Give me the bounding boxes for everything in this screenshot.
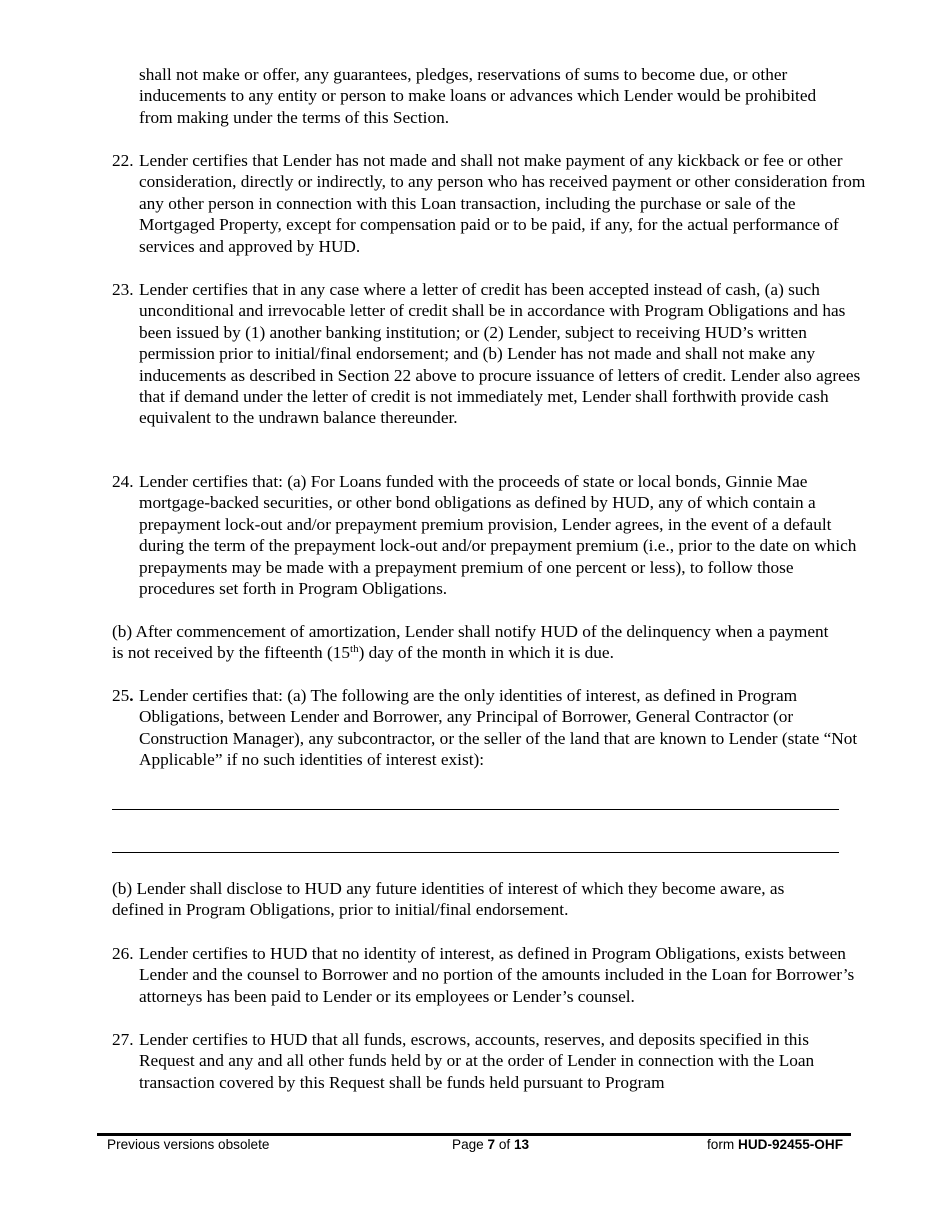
paragraph-23-text: Lender certifies that in any case where a letter of credit has been accepted instead of cash, (a) such unconditional and irrevocable letter of credit shall be in accordance with Program Obligations and has been issued by (1) another banking institution; or (2) Lender, subject to receiving HUD’s written permission prior to initial/final endorsement; and (b) Lender has not made and shall not make any inducements as described in Section 22 above to procure issuance of letters of credit. Lender also agrees that if demand under the letter of credit is not immediately met, Lender shall forthwith provide cash equivalent to the undrawn balance thereunder.	[139, 280, 861, 428]
paragraph-24-number: 24.	[112, 472, 134, 491]
paragraph-24b	[112, 621, 840, 664]
paragraph-22-text: Lender certifies that Lender has not made and shall not make payment of any kickback or fee or other consideration, directly or indirectly, to any person who has received payment or other consideration from any other person in connection with this Loan transaction, including the purchase or sale of the Mortgaged Property, except for compensation paid or to be paid, if any, for the actual performance of services and approved by HUD.	[139, 151, 866, 256]
footer-obsolete-note: Previous versions obsolete	[107, 1137, 270, 1152]
identity-of-interest-blank-line-2[interactable]	[112, 852, 839, 853]
paragraph-26-number: 26.	[112, 944, 134, 963]
paragraph-23	[112, 279, 867, 429]
paragraph-21-continuation: shall not make or offer, any guarantees, pledges, reservations of sums to become due, or other inducements to any entity or person to make loans or advances which Lender would be prohibited from making under the terms of this Section.	[139, 65, 817, 127]
paragraph-25	[112, 685, 867, 771]
paragraph-25b: (b) Lender shall disclose to HUD any future identities of interest of which they become aware, as defined in Program Obligations, prior to initial/final endorsement.	[112, 879, 785, 920]
paragraph-27-number: 27.	[112, 1030, 134, 1049]
footer-page-label: Page	[452, 1137, 484, 1152]
footer-form-id	[707, 1137, 843, 1153]
footer-total-pages: 13	[514, 1137, 530, 1152]
paragraph-25-text: Lender certifies that: (a) The following are the only identities of interest, as defined in Program Obligations, between Lender and Borrower, any Principal of Borrower, General Contractor (or Construction Manager), any subcontractor, or the seller of the land that are known to Lender (state “Not Applicable” if no such identities of interest exist):	[139, 686, 858, 770]
footer-form-label: form	[707, 1137, 735, 1152]
paragraph-25-number	[112, 685, 139, 706]
paragraph-26-text: Lender certifies to HUD that no identity of interest, as defined in Program Obligations, exists between Lender and the counsel to Borrower and no portion of the amounts included in the Loan for Borrower’s attorneys has been paid to Lender or its employees or Lender’s counsel.	[139, 944, 855, 1006]
paragraph-24b-text-before: (b) After commencement of amortization, Lender shall notify HUD of the delinquency when a payment is not received by the fifteenth (15	[112, 622, 829, 663]
footer-form-number: HUD-92455-OHF	[738, 1137, 843, 1152]
ordinal-superscript: th	[350, 643, 359, 656]
paragraph-24-text: Lender certifies that: (a) For Loans funded with the proceeds of state or local bonds, Ginnie Mae mortgage-backed securities, or other bond obligations as defined by HUD, any of which contain a prepayment lock-out and/or prepayment premium provision, Lender agrees, in the event of a default during the term of the prepayment lock-out and/or prepayment premium (i.e., prior to the date on which prepayments may be made with a prepayment premium of one percent or less), to follow those procedures set forth in Program Obligations.	[139, 472, 857, 599]
identity-of-interest-blank-line-1[interactable]	[112, 809, 839, 810]
paragraph-26	[112, 943, 867, 1007]
paragraph-25-number-digits: 25	[112, 686, 130, 705]
paragraph-22	[112, 150, 867, 257]
paragraph-27	[112, 1029, 867, 1093]
paragraph-24	[112, 471, 867, 599]
paragraph-25-number-dot: .	[129, 686, 134, 705]
footer-page-number	[452, 1137, 529, 1153]
footer-of-label: of	[498, 1137, 511, 1152]
paragraph-27-text: Lender certifies to HUD that all funds, escrows, accounts, reserves, and deposits specified in this Request and any and all other funds held by or at the order of Lender in connection with the Loan transaction covered by this Request shall be funds held pursuant to Program	[139, 1030, 815, 1092]
footer-current-page: 7	[487, 1137, 496, 1152]
paragraph-23-number: 23.	[112, 280, 134, 299]
footer-rule	[97, 1133, 851, 1136]
paragraph-24b-text-after: ) day of the month in which it is due.	[358, 643, 614, 663]
paragraph-22-number: 22.	[112, 151, 134, 170]
